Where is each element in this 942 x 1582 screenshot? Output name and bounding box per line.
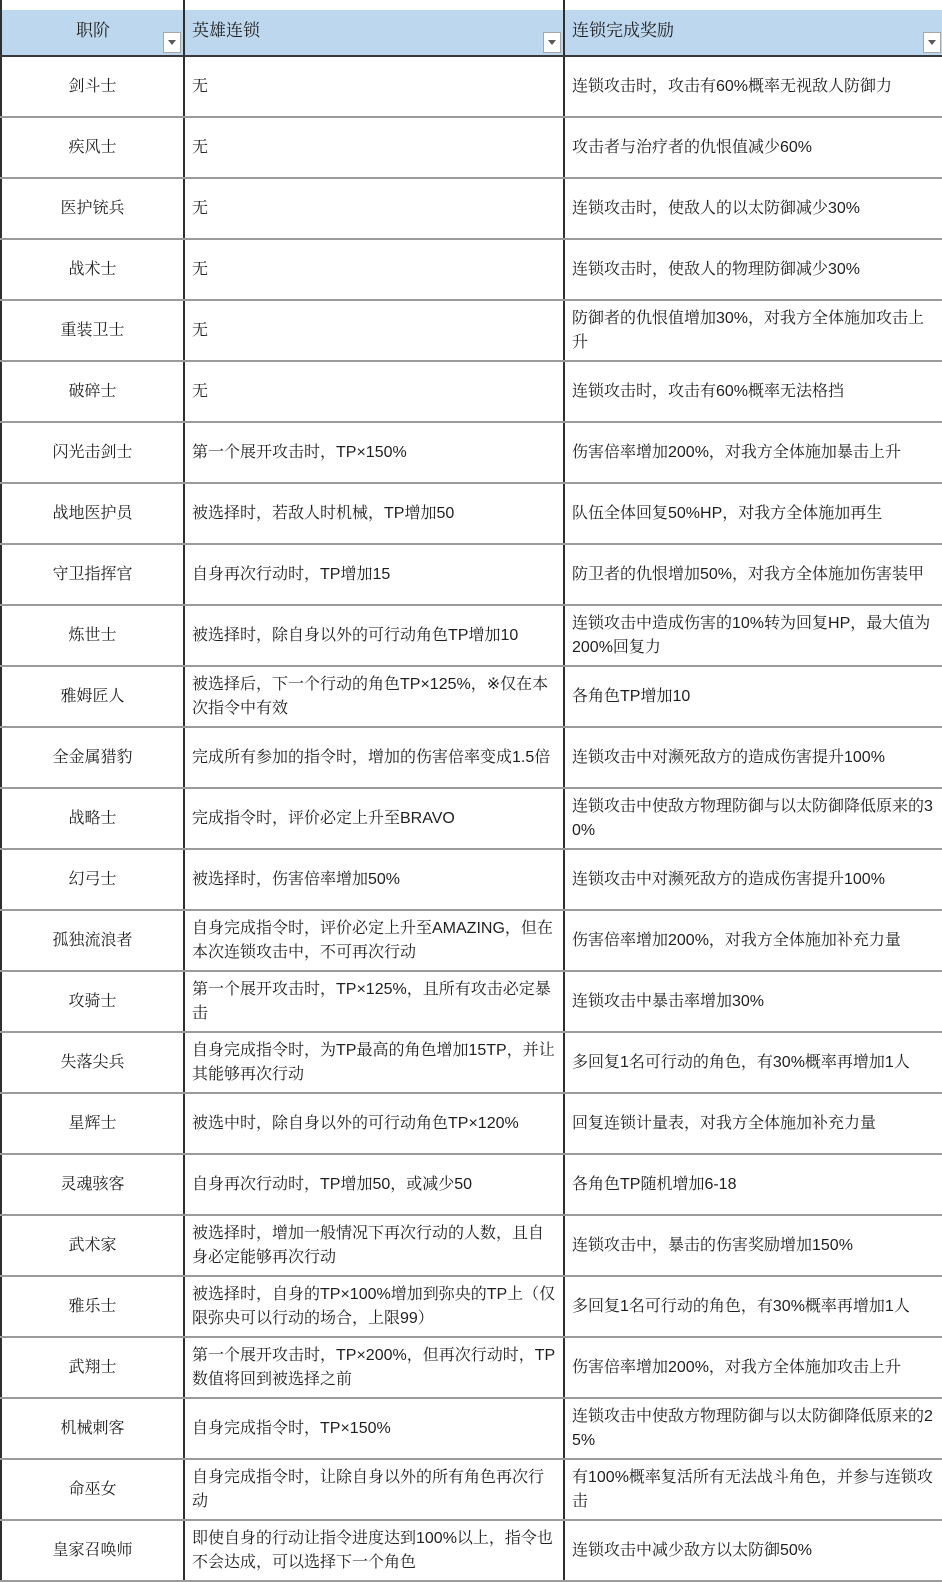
class-name: 雅乐士	[68, 1297, 117, 1315]
class-name: 剑斗士	[68, 77, 117, 95]
reward-text: 连锁攻击时，攻击有60%概率无法格挡	[572, 382, 845, 400]
reward-cell[interactable]	[564, 544, 942, 605]
class-name: 医护铳兵	[60, 199, 125, 217]
hero-chain-cell[interactable]	[184, 361, 564, 422]
class-name: 星辉士	[68, 1114, 117, 1132]
class-name: 幻弓士	[68, 870, 117, 888]
hero-chain-cell[interactable]	[184, 788, 564, 849]
column-header-label: 职阶	[76, 21, 110, 40]
reward-text: 连锁攻击中暴击率增加30%	[572, 992, 765, 1010]
class-name-cell[interactable]	[1, 300, 184, 361]
reward-cell[interactable]	[564, 788, 942, 849]
class-name-cell[interactable]	[1, 117, 184, 178]
table-row	[1, 788, 942, 849]
hero-chain-cell[interactable]	[184, 1276, 564, 1337]
class-name-cell[interactable]	[1, 1398, 184, 1459]
class-name-cell[interactable]	[1, 849, 184, 910]
class-name-cell[interactable]	[1, 1093, 184, 1154]
class-name: 失落尖兵	[60, 1053, 125, 1071]
filter-dropdown-button[interactable]	[163, 32, 181, 53]
reward-cell[interactable]	[564, 1276, 942, 1337]
class-name: 破碎士	[68, 382, 117, 400]
class-name: 灵魂骇客	[60, 1175, 125, 1193]
reward-cell[interactable]	[564, 1093, 942, 1154]
column-header-label: 英雄连锁	[192, 21, 260, 40]
hero-chain-cell[interactable]	[184, 605, 564, 666]
table-row	[1, 1276, 942, 1337]
class-name-cell[interactable]	[1, 666, 184, 727]
hero-chain-cell[interactable]	[184, 1154, 564, 1215]
chevron-down-icon	[548, 40, 556, 45]
class-name: 武翔士	[68, 1358, 117, 1376]
hero-chain-text: 自身完成指令时，TP×150%	[192, 1419, 391, 1437]
table-row	[1, 666, 942, 727]
reward-text: 连锁攻击中对濒死敌方的造成伤害提升100%	[572, 870, 885, 888]
reward-cell[interactable]	[564, 1032, 942, 1093]
table-row	[1, 1032, 942, 1093]
header-cell-hero-chain[interactable]	[184, 10, 564, 56]
table-row	[1, 1520, 942, 1581]
hero-chain-text: 自身再次行动时，TP增加50，或减少50	[192, 1175, 473, 1193]
header-row	[1, 10, 942, 56]
table-row	[1, 849, 942, 910]
class-name: 全金属猎豹	[52, 748, 133, 766]
class-name-cell[interactable]	[1, 971, 184, 1032]
reward-cell[interactable]	[564, 666, 942, 727]
table-body	[1, 56, 942, 1581]
hero-chain-cell[interactable]	[184, 1398, 564, 1459]
reward-cell[interactable]	[564, 849, 942, 910]
table-row	[1, 1093, 942, 1154]
hero-chain-cell[interactable]	[184, 666, 564, 727]
hero-chain-text: 第一个展开攻击时，TP×200%，但再次行动时，TP数值将回到被选择之前	[192, 1346, 556, 1388]
hero-chain-text: 完成所有参加的指令时，增加的伤害倍率变成1.5倍	[192, 748, 551, 766]
reward-text: 各角色TP增加10	[572, 687, 691, 705]
class-name: 守卫指挥官	[52, 565, 133, 583]
reward-text: 连锁攻击时，使敌人的物理防御减少30%	[572, 260, 861, 278]
class-name: 攻骑士	[68, 992, 117, 1010]
reward-text: 连锁攻击时，攻击有60%概率无视敌人防御力	[572, 77, 893, 95]
hero-chain-cell[interactable]	[184, 300, 564, 361]
table-row	[1, 544, 942, 605]
class-name: 炼世士	[68, 626, 117, 644]
reward-text: 连锁攻击中，暴击的伤害奖励增加150%	[572, 1236, 853, 1254]
reward-text: 连锁攻击中使敌方物理防御与以太防御降低原来的25%	[572, 1407, 933, 1449]
class-name: 皇家召唤师	[52, 1541, 133, 1559]
hero-chain-text: 被选择时，伤害倍率增加50%	[192, 870, 401, 888]
reward-cell[interactable]	[564, 1337, 942, 1398]
table-row	[1, 1337, 942, 1398]
hero-chain-text: 被选中时，除自身以外的可行动角色TP×120%	[192, 1114, 519, 1132]
hero-chain-cell[interactable]	[184, 1093, 564, 1154]
table-row	[1, 1215, 942, 1276]
reward-text: 连锁攻击时，使敌人的以太防御减少30%	[572, 199, 861, 217]
table-row	[1, 117, 942, 178]
reward-cell[interactable]	[564, 727, 942, 788]
reward-text: 攻击者与治疗者的仇恨值减少60%	[572, 138, 813, 156]
hero-chain-text: 第一个展开攻击时，TP×150%	[192, 443, 407, 461]
table-row	[1, 361, 942, 422]
class-name: 机械刺客	[60, 1419, 125, 1437]
class-name-cell[interactable]	[1, 544, 184, 605]
class-name-cell[interactable]	[1, 1215, 184, 1276]
reward-cell[interactable]	[564, 178, 942, 239]
reward-cell[interactable]	[564, 422, 942, 483]
chevron-down-icon	[928, 40, 936, 45]
class-name-cell[interactable]	[1, 483, 184, 544]
hero-chain-text: 无	[192, 77, 209, 95]
reward-cell[interactable]	[564, 1215, 942, 1276]
class-name-cell[interactable]	[1, 1459, 184, 1520]
table-row	[1, 1398, 942, 1459]
table-row	[1, 178, 942, 239]
table-row	[1, 971, 942, 1032]
reward-text: 连锁攻击中减少敌方以太防御50%	[572, 1541, 813, 1559]
hero-chain-cell[interactable]	[184, 1337, 564, 1398]
class-name: 战地医护员	[52, 504, 133, 522]
hero-chain-text: 被选择时，增加一般情况下再次行动的人数，且自身必定能够再次行动	[192, 1224, 545, 1266]
header-cell-class[interactable]	[1, 10, 184, 56]
class-name-cell[interactable]	[1, 361, 184, 422]
hero-chain-cell[interactable]	[184, 1520, 564, 1581]
hero-chain-cell[interactable]	[184, 178, 564, 239]
class-name: 闪光击剑士	[52, 443, 133, 461]
reward-cell[interactable]	[564, 1154, 942, 1215]
reward-text: 伤害倍率增加200%，对我方全体施加补充力量	[572, 931, 901, 949]
hero-chain-text: 即使自身的行动让指令进度达到100%以上，指令也不会达成，可以选择下一个角色	[192, 1529, 553, 1571]
table-row	[1, 1459, 942, 1520]
reward-text: 有100%概率复活所有无法战斗角色，并参与连锁攻击	[572, 1468, 933, 1510]
table-row	[1, 483, 942, 544]
table-row	[1, 300, 942, 361]
reward-cell[interactable]	[564, 1398, 942, 1459]
hero-chain-cell[interactable]	[184, 239, 564, 300]
hero-chain-cell[interactable]	[184, 727, 564, 788]
class-name-cell[interactable]	[1, 1520, 184, 1581]
hero-chain-cell[interactable]	[184, 1215, 564, 1276]
chevron-down-icon	[168, 40, 176, 45]
hero-chain-cell[interactable]	[184, 56, 564, 117]
table-row	[1, 422, 942, 483]
hero-chain-text: 自身完成指令时，为TP最高的角色增加15TP，并让其能够再次行动	[192, 1041, 555, 1083]
hero-chain-text: 被选择后，下一个行动的角色TP×125%，※仅在本次指令中有效	[192, 675, 549, 717]
hero-chain-cell[interactable]	[184, 117, 564, 178]
hero-chain-cell[interactable]	[184, 422, 564, 483]
reward-cell[interactable]	[564, 300, 942, 361]
hero-chain-text: 自身再次行动时，TP增加15	[192, 565, 391, 583]
class-name-cell[interactable]	[1, 727, 184, 788]
table-row	[1, 727, 942, 788]
class-name: 战略士	[68, 809, 117, 827]
class-name: 武术家	[68, 1236, 117, 1254]
class-name-cell[interactable]	[1, 239, 184, 300]
hero-chain-text: 完成指令时，评价必定上升至BRAVO	[192, 809, 455, 827]
reward-cell[interactable]	[564, 483, 942, 544]
hero-chain-cell[interactable]	[184, 910, 564, 971]
hero-chain-cell[interactable]	[184, 544, 564, 605]
hero-chain-cell[interactable]	[184, 1032, 564, 1093]
hero-chain-text: 被选择时，自身的TP×100%增加到弥央的TP上（仅限弥央可以行动的场合，上限99）	[192, 1285, 556, 1327]
class-name: 孤独流浪者	[52, 931, 133, 949]
reward-cell[interactable]	[564, 56, 942, 117]
reward-text: 多回复1名可行动的角色，有30%概率再增加1人	[572, 1297, 910, 1315]
class-name-cell[interactable]	[1, 1154, 184, 1215]
filter-dropdown-button[interactable]	[923, 32, 941, 53]
class-name: 疾风士	[68, 138, 117, 156]
table-row	[1, 56, 942, 117]
hero-chain-text: 无	[192, 199, 209, 217]
header-cell-reward[interactable]	[564, 10, 942, 56]
reward-text: 连锁攻击中使敌方物理防御与以太防御降低原来的30%	[572, 797, 933, 839]
hero-chain-text: 无	[192, 138, 209, 156]
reward-text: 防卫者的仇恨增加50%，对我方全体施加伤害装甲	[572, 565, 925, 583]
reward-cell[interactable]	[564, 971, 942, 1032]
hero-chain-text: 第一个展开攻击时，TP×125%，且所有攻击必定暴击	[192, 980, 551, 1022]
table-row	[1, 1154, 942, 1215]
reward-text: 回复连锁计量表，对我方全体施加补充力量	[572, 1114, 877, 1132]
hero-chain-text: 自身完成指令时，评价必定上升至AMAZING，但在本次连锁攻击中，不可再次行动	[192, 919, 553, 961]
class-name: 重装卫士	[60, 321, 125, 339]
class-name-cell[interactable]	[1, 178, 184, 239]
hero-chain-cell[interactable]	[184, 849, 564, 910]
class-name: 战术士	[68, 260, 117, 278]
reward-cell[interactable]	[564, 361, 942, 422]
hero-chain-text: 自身完成指令时，让除自身以外的所有角色再次行动	[192, 1468, 545, 1510]
hero-chain-text: 无	[192, 382, 209, 400]
table-header	[1, 0, 942, 56]
top-spacer-row	[1, 0, 942, 10]
hero-chain-cell[interactable]	[184, 1459, 564, 1520]
table-row	[1, 605, 942, 666]
reward-cell[interactable]	[564, 605, 942, 666]
spacer-cell	[564, 0, 942, 10]
column-header-label: 连锁完成奖励	[572, 21, 674, 40]
class-name-cell[interactable]	[1, 56, 184, 117]
hero-chain-text: 无	[192, 321, 209, 339]
reward-text: 各角色TP随机增加6-18	[572, 1175, 737, 1193]
class-name-cell[interactable]	[1, 1032, 184, 1093]
class-name-cell[interactable]	[1, 910, 184, 971]
reward-text: 伤害倍率增加200%，对我方全体施加暴击上升	[572, 443, 901, 461]
class-name-cell[interactable]	[1, 422, 184, 483]
class-name-cell[interactable]	[1, 605, 184, 666]
reward-cell[interactable]	[564, 910, 942, 971]
reward-text: 连锁攻击中造成伤害的10%转为回复HP，最大值为200%回复力	[572, 614, 931, 656]
hero-chain-cell[interactable]	[184, 971, 564, 1032]
table-row	[1, 239, 942, 300]
class-name: 命巫女	[68, 1480, 117, 1498]
class-name-cell[interactable]	[1, 1276, 184, 1337]
reward-text: 伤害倍率增加200%，对我方全体施加攻击上升	[572, 1358, 901, 1376]
class-name-cell[interactable]	[1, 788, 184, 849]
reward-cell[interactable]	[564, 1459, 942, 1520]
reward-cell[interactable]	[564, 239, 942, 300]
reward-cell[interactable]	[564, 1520, 942, 1581]
filter-dropdown-button[interactable]	[543, 32, 561, 53]
class-name-cell[interactable]	[1, 1337, 184, 1398]
hero-chain-cell[interactable]	[184, 483, 564, 544]
hero-chain-text: 无	[192, 260, 209, 278]
reward-text: 多回复1名可行动的角色，有30%概率再增加1人	[572, 1053, 910, 1071]
reward-text: 防御者的仇恨值增加30%，对我方全体施加攻击上升	[572, 309, 925, 351]
spacer-cell	[184, 0, 564, 10]
hero-chain-text: 被选择时，若敌人时机械，TP增加50	[192, 504, 455, 522]
reward-text: 队伍全体回复50%HP，对我方全体施加再生	[572, 504, 883, 522]
hero-chain-text: 被选择时，除自身以外的可行动角色TP增加10	[192, 626, 519, 644]
spacer-cell	[1, 0, 184, 10]
class-name: 雅姆匠人	[60, 687, 125, 705]
reward-cell[interactable]	[564, 117, 942, 178]
table-row	[1, 910, 942, 971]
reward-text: 连锁攻击中对濒死敌方的造成伤害提升100%	[572, 748, 885, 766]
